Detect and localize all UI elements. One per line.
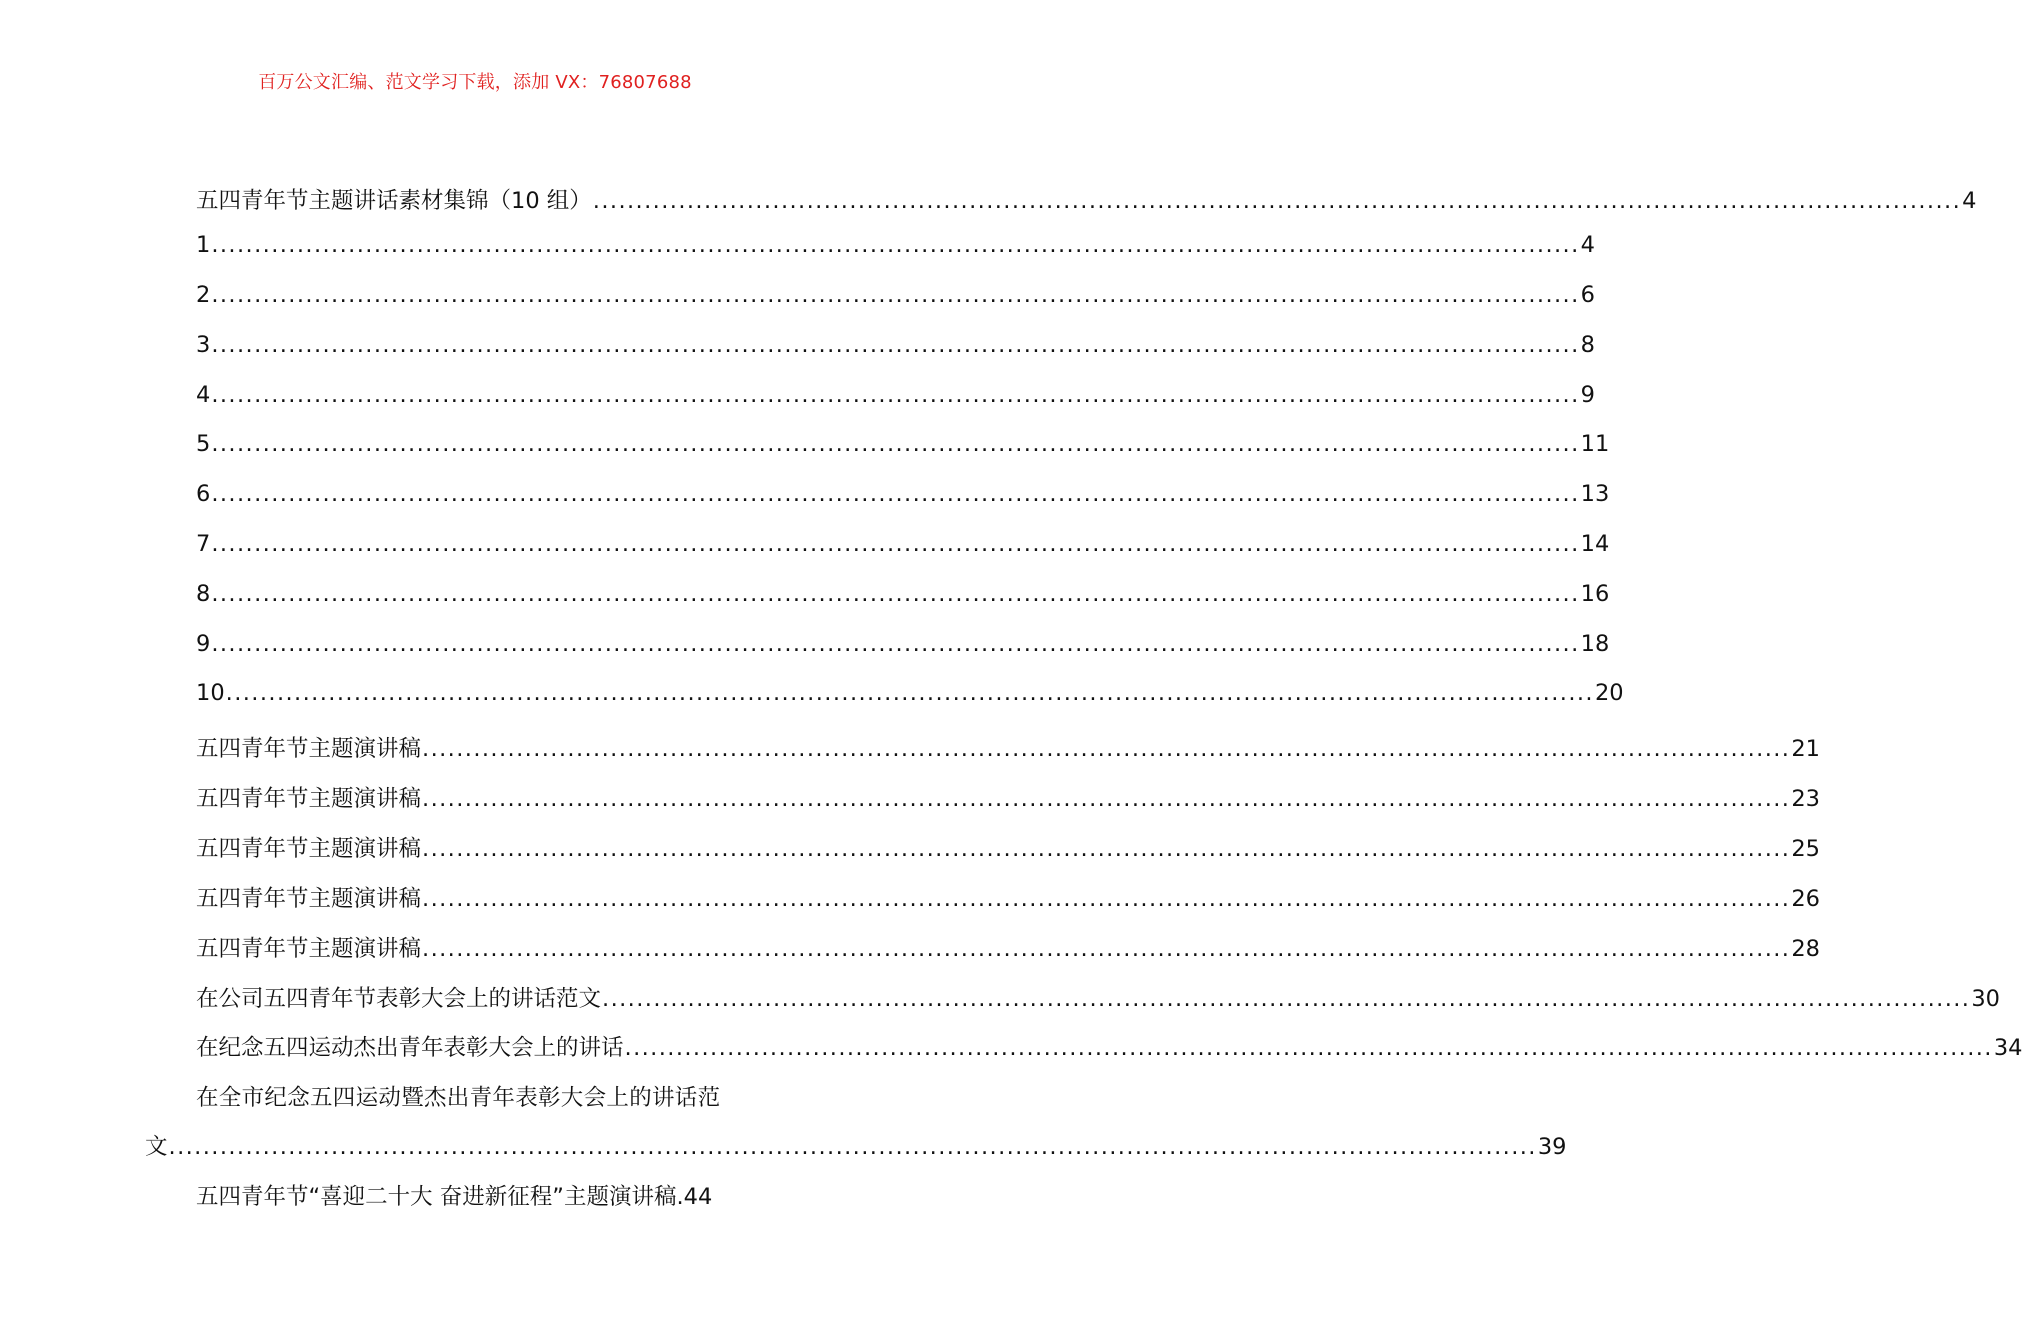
toc-entry-title: 1 [196,232,211,258]
toc-dot-leader: ................................................................................................................................................................ [225,680,1594,706]
toc-entry[interactable] [196,931,1820,965]
toc-entry-title: 2 [196,282,211,308]
toc-entry-title: 9 [196,631,211,657]
toc-dot-leader: ................................................................................................................................................................ [422,836,1791,862]
watermark-header: 百万公文汇编、范文学习下载，添加 VX：76807688 [258,72,692,93]
toc-entry-title: 五四青年节“喜迎二十大 奋进新征程”主题演讲稿. [196,1184,684,1210]
toc-dot-leader: ................................................................................................................................................................ [211,531,1580,557]
toc-entry[interactable] [196,1030,2023,1064]
toc-page-number: 13 [1580,481,1610,507]
toc-dot-leader: ................................................................................................................................................................ [211,382,1580,408]
toc-entry-title: 五四青年节主题演讲稿 [196,786,422,812]
toc-entry[interactable] [196,981,2000,1015]
toc-entry[interactable] [196,332,1595,366]
toc-dot-leader: ................................................................................................................................................................ [211,431,1580,457]
toc-entry-title: 8 [196,581,211,607]
toc-entry-title: 五四青年节主题讲话素材集锦（10 组） [196,188,592,214]
toc-entry[interactable] [196,781,1820,815]
toc-entry[interactable] [196,881,1820,915]
toc-entry[interactable] [196,232,1595,266]
toc-dot-leader: ................................................................................................................................................................ [422,786,1791,812]
toc-entry-title: 在公司五四青年节表彰大会上的讲话范文 [196,986,602,1012]
toc-dot-leader: ................................................................................................................................................................ [211,282,1580,308]
toc-entry[interactable] [196,431,1610,465]
toc-dot-leader: ................................................................................................................................................................ [211,232,1580,258]
toc-page-number: 39 [1537,1134,1567,1160]
toc-dot-leader: ................................................................................................................................................................ [624,1035,1993,1061]
toc-entry-title: 7 [196,531,211,557]
toc-page-number: 6 [1580,282,1595,308]
toc-page-number: 4 [1580,232,1595,258]
toc-entry-title: 6 [196,481,211,507]
toc-entry[interactable] [196,631,1610,665]
toc-page-number: 4 [1962,188,1977,214]
toc-page-number: 14 [1580,531,1610,557]
toc-entry-title: 五四青年节主题演讲稿 [196,886,422,912]
toc-entry[interactable] [196,1179,806,1213]
toc-entry-title: 五四青年节主题演讲稿 [196,936,422,962]
toc-page-number: 11 [1580,431,1610,457]
toc-entry-wrapped-title[interactable]: 在全市纪念五四运动暨杰出青年表彰大会上的讲话范 [196,1085,721,1111]
toc-page-number: 23 [1791,786,1820,812]
toc-dot-leader: ................................................................................................................................................................ [211,581,1580,607]
toc-page-number: 44 [683,1184,713,1210]
toc-dot-leader: ................................................................................................................................................................ [211,481,1580,507]
toc-entry[interactable] [196,581,1610,615]
toc-page-number: 25 [1791,836,1820,862]
toc-entry-title: 在纪念五四运动杰出青年表彰大会上的讲话 [196,1035,624,1061]
toc-entry-title: 4 [196,382,211,408]
toc-entry[interactable] [196,183,1977,217]
toc-entry-title-continued: 文 [145,1134,168,1160]
toc-dot-leader: ................................................................................................................................................................ [602,986,1971,1012]
toc-entry-title: 10 [196,680,225,706]
toc-page-number: 18 [1580,631,1610,657]
toc-entry-title: 5 [196,431,211,457]
toc-page-number: 28 [1791,936,1820,962]
toc-entry[interactable] [196,680,1624,714]
toc-entry[interactable] [196,531,1610,565]
toc-page-number: 26 [1791,886,1820,912]
toc-entry-wrapped-continuation[interactable] [145,1129,1567,1163]
toc-page-number: 20 [1594,680,1624,706]
toc-dot-leader: ................................................................................................................................................................ [422,886,1791,912]
toc-page-number: 34 [1993,1035,2023,1061]
toc-entry[interactable] [196,282,1595,316]
toc-entry[interactable] [196,382,1595,416]
toc-page-number: 21 [1791,736,1820,762]
toc-entry-title: 3 [196,332,211,358]
toc-entry[interactable] [196,731,1820,765]
toc-page-number: 16 [1580,581,1610,607]
toc-dot-leader: ................................................................................................................................................................ [211,631,1580,657]
toc-dot-leader: ................................................................................................................................................................ [422,936,1791,962]
toc-entry[interactable] [196,481,1610,515]
toc-page-number: 9 [1580,382,1595,408]
toc-dot-leader: ................................................................................................................................................................ [168,1134,1537,1160]
toc-page-number: 30 [1971,986,2000,1012]
toc-page-number: 8 [1580,332,1595,358]
toc-entry[interactable] [196,831,1820,865]
toc-dot-leader: ................................................................................................................................................................ [592,188,1962,214]
toc-entry-title: 五四青年节主题演讲稿 [196,836,422,862]
toc-entry-title: 五四青年节主题演讲稿 [196,736,422,762]
toc-dot-leader: ................................................................................................................................................................ [422,736,1791,762]
toc-dot-leader: ................................................................................................................................................................ [211,332,1580,358]
